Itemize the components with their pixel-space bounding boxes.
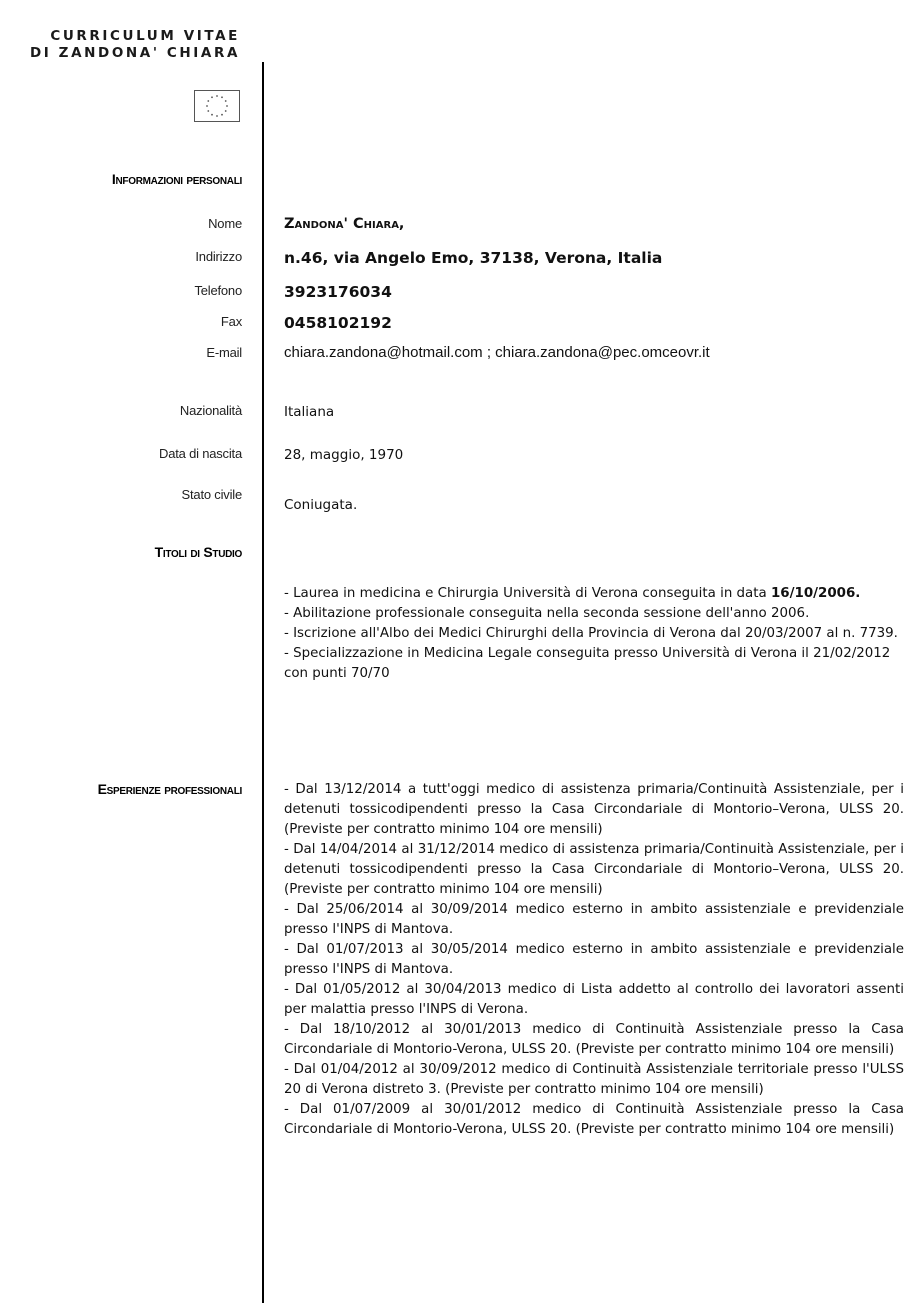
section-titoli-studio: Titoli di Studio <box>154 544 242 560</box>
column-divider <box>262 62 264 1303</box>
label-nazionalita: Nazionalità <box>179 403 242 418</box>
value-email[interactable]: chiara.zandona@hotmail.com ; chiara.zandona@pec.omceovr.it <box>284 344 710 361</box>
label-stato-civile: Stato civile <box>181 487 242 502</box>
value-nome: Zandona' Chiara, <box>284 216 405 232</box>
section-esperienze: Esperienze professionali <box>97 781 242 797</box>
cv-title-line2: DI ZANDONA' CHIARA <box>29 45 240 61</box>
label-telefono: Telefono <box>194 283 242 298</box>
studies-list <box>284 584 904 684</box>
experience-item: - Dal 01/05/2012 al 30/04/2013 medico di Lista addetto al controllo dei lavoratori assenti per malattia presso l'INPS di Verona. <box>284 982 904 1017</box>
experience-item: - Dal 01/07/2009 al 30/01/2012 medico di Continuità Assistenziale presso la Casa Circondariale di Montorio-Verona, ULSS 20. (Previste per contratto minimo 104 ore mensili) <box>284 1102 904 1137</box>
experience-item: - Dal 01/04/2012 al 30/09/2012 medico di Continuità Assistenziale territoriale presso l'ULSS 20 di Verona distreto 3. (Previste per contratto minimo 104 ore mensili) <box>284 1062 904 1097</box>
eu-flag-logo <box>194 90 240 122</box>
value-data-nascita: 28, maggio, 1970 <box>284 447 404 463</box>
experience-item: - Dal 18/10/2012 al 30/01/2013 medico di Continuità Assistenziale presso la Casa Circondariale di Montorio-Verona, ULSS 20. (Previste per contratto minimo 104 ore mensili) <box>284 1022 904 1057</box>
value-stato-civile: Coniugata. <box>284 497 358 513</box>
label-indirizzo: Indirizzo <box>195 249 242 264</box>
value-telefono: 3923176034 <box>284 283 392 301</box>
value-indirizzo: n.46, via Angelo Emo, 37138, Verona, Italia <box>284 249 663 267</box>
value-fax: 0458102192 <box>284 314 392 332</box>
label-data-nascita: Data di nascita <box>159 446 242 461</box>
experience-item: - Dal 13/12/2014 a tutt'oggi medico di assistenza primaria/Continuità Assistenziale, per i detenuti tossicodipendenti presso la Casa Circondariale di Montorio–Verona, ULSS 20. (Previste per contratto minimo 104 ore mensili) <box>284 782 904 837</box>
study-item: - Abilitazione professionale conseguita nella seconda sessione dell'anno 2006. <box>284 606 810 621</box>
experience-item: - Dal 01/07/2013 al 30/05/2014 medico esterno in ambito assistenziale e previdenziale presso l'INPS di Mantova. <box>284 942 904 977</box>
cv-title-line1: CURRICULUM VITAE <box>50 28 240 44</box>
study-item: - Specializzazione in Medicina Legale conseguita presso Università di Verona il 21/02/2012 con punti 70/70 <box>284 646 891 681</box>
experience-item: - Dal 25/06/2014 al 30/09/2014 medico esterno in ambito assistenziale e previdenziale presso l'INPS di Mantova. <box>284 902 904 937</box>
eu-stars-icon <box>195 91 239 121</box>
experience-list <box>284 780 904 1140</box>
label-nome: Nome <box>208 216 242 231</box>
value-nazionalita: Italiana <box>284 404 335 420</box>
experience-item: - Dal 14/04/2014 al 31/12/2014 medico di assistenza primaria/Continuità Assistenziale, per i detenuti tossicodipendenti presso la Casa Circondariale di Montorio–Verona, ULSS 20. (Previste per contratto minimo 104 ore mensili) <box>284 842 904 897</box>
study-item: - Laurea in medicina e Chirurgia Università di Verona conseguita in data 16/10/2006. <box>284 586 861 601</box>
label-fax: Fax <box>220 314 242 329</box>
study-item: - Iscrizione all'Albo dei Medici Chirurghi della Provincia di Verona dal 20/03/2007 al n. 7739. <box>284 626 898 641</box>
label-email: E-mail <box>206 345 242 360</box>
section-personal-info: Informazioni personali <box>111 171 242 187</box>
